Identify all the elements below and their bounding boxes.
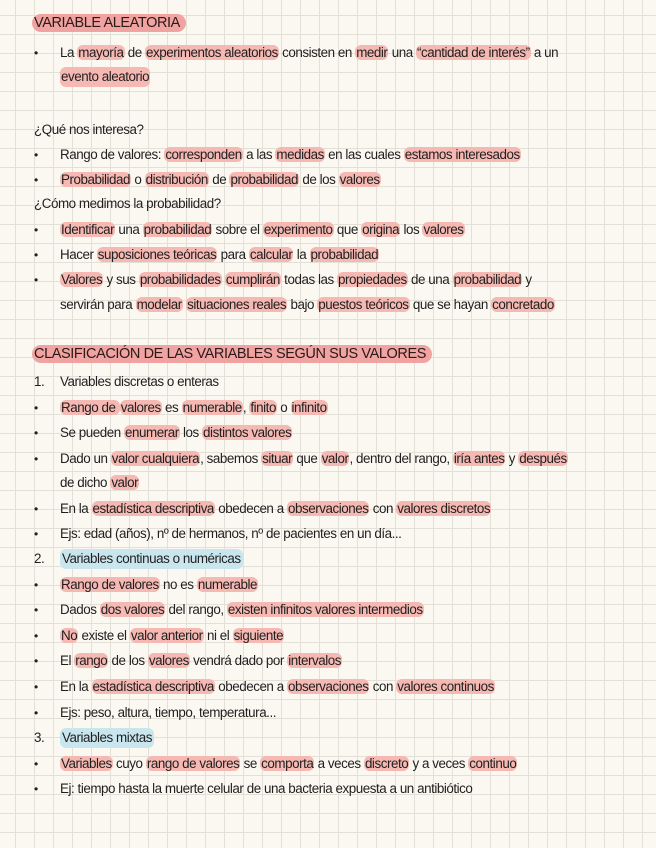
- list-item-text: [60, 703, 276, 723]
- highlighted-text: numerable: [182, 400, 242, 415]
- highlighted-text: iría antes: [453, 451, 505, 466]
- heading-number: 1.: [34, 374, 45, 389]
- bullet-dot: •: [34, 706, 38, 720]
- bullet-dot: •: [34, 603, 38, 617]
- text-segment: cuyo: [112, 756, 146, 771]
- heading-text: Variables continuas o numéricas: [60, 549, 243, 569]
- heading-number: 3.: [34, 730, 45, 745]
- list-item-text: [60, 449, 568, 469]
- highlighted-text: situaciones reales: [187, 297, 287, 312]
- highlighted-text: existen infinitos valores intermedios: [227, 602, 423, 617]
- highlighted-text: observaciones: [287, 501, 369, 516]
- highlighted-text: probabilidad: [230, 172, 299, 187]
- text-segment: Rango de valores:: [60, 147, 165, 162]
- highlighted-text: valores: [148, 653, 189, 668]
- text-segment: Dados: [60, 602, 100, 617]
- highlighted-text: situar: [262, 451, 293, 466]
- text-segment: ni el: [203, 628, 233, 643]
- text-segment: a un: [530, 45, 559, 60]
- text-segment: todas las: [280, 272, 337, 287]
- text-segment: a veces: [314, 756, 364, 771]
- highlighted-text: continuo: [469, 756, 517, 771]
- heading-number: 2.: [34, 551, 45, 566]
- highlighted-text: valores: [339, 172, 380, 187]
- text-segment: Ejs: edad (años), nº de hermanos, nº de pacientes en un día...: [60, 526, 402, 541]
- highlighted-text: experimentos aleatorios: [146, 45, 278, 60]
- list-item-text: [60, 270, 532, 290]
- bullet-dot: •: [34, 654, 38, 668]
- text-segment: y a veces: [409, 756, 469, 771]
- highlighted-text: probabilidades: [139, 272, 221, 287]
- text-segment: En la: [60, 501, 92, 516]
- text-segment: servirán para: [60, 297, 136, 312]
- text-segment: Dado un: [60, 451, 111, 466]
- highlighted-text: suposiciones teóricas: [97, 247, 217, 262]
- text-segment: bajo: [287, 297, 318, 312]
- bullet-dot: •: [34, 248, 38, 262]
- text-segment: El: [60, 653, 75, 668]
- highlighted-text: valor: [321, 451, 349, 466]
- highlighted-text: infinito: [291, 400, 327, 415]
- highlighted-text: rango: [75, 653, 108, 668]
- highlighted-text: valor anterior: [130, 628, 203, 643]
- text-segment: y: [505, 451, 519, 466]
- text-segment: de dicho: [60, 475, 111, 490]
- list-item-text: [60, 575, 258, 595]
- highlighted-text: cumplirán: [225, 272, 280, 287]
- question-how-measure: ¿Cómo medimos la probabilidad?: [34, 196, 221, 211]
- text-segment: en las cuales: [324, 147, 404, 162]
- bullet-dot: •: [34, 757, 38, 771]
- highlighted-text: Rango de valores: [61, 577, 159, 592]
- highlighted-text: distribución: [145, 172, 208, 187]
- text-segment: consisten en: [278, 45, 356, 60]
- text-segment: los: [400, 222, 423, 237]
- text-segment: con: [369, 679, 397, 694]
- highlighted-text: Rango de: [61, 400, 119, 415]
- text-segment: Se pueden: [60, 425, 125, 440]
- highlighted-text: rango de valores: [146, 756, 240, 771]
- list-item-text: [60, 499, 491, 519]
- list-item-text: [60, 779, 472, 799]
- list-item-text-cont: [60, 295, 555, 315]
- highlighted-text: probabilidad: [310, 247, 379, 262]
- text-segment: o: [131, 172, 145, 187]
- text-segment: los: [179, 425, 203, 440]
- question-what-interests: ¿Qué nos interesa?: [34, 122, 144, 137]
- text-segment: o: [276, 400, 291, 415]
- highlighted-text: intervalos: [288, 653, 342, 668]
- text-segment: con: [369, 501, 397, 516]
- text-segment: obedecen a: [214, 679, 287, 694]
- bullet-dot: •: [34, 527, 38, 541]
- highlighted-text: siguiente: [233, 628, 284, 643]
- highlighted-text: Valores: [61, 272, 103, 287]
- text-segment: de los: [108, 653, 148, 668]
- list-item-text: [60, 220, 465, 240]
- bullet-dot: •: [34, 680, 38, 694]
- highlighted-text: “cantidad de interés”: [416, 45, 530, 60]
- highlighted-text: probabilidad: [453, 272, 522, 287]
- bullet-dot: •: [34, 46, 38, 60]
- highlighted-text: después: [519, 451, 567, 466]
- bullet-dot: •: [34, 223, 38, 237]
- text-segment: una: [388, 45, 416, 60]
- text-segment: del rango,: [165, 602, 227, 617]
- text-segment: no es: [159, 577, 197, 592]
- section-title-variable-aleatoria: VARIABLE ALEATORIA: [32, 14, 186, 32]
- text-segment: que se hayan: [409, 297, 492, 312]
- list-item-text: [60, 423, 292, 443]
- highlighted-text: calcular: [249, 247, 293, 262]
- text-segment: que: [333, 222, 362, 237]
- list-item-text: [60, 524, 401, 544]
- bullet-dot: •: [34, 782, 38, 796]
- highlighted-text: valor: [111, 475, 139, 490]
- text-segment: ,: [242, 400, 250, 415]
- highlighted-text: discreto: [364, 756, 409, 771]
- bullet-dot: •: [34, 173, 38, 187]
- highlighted-text: valores: [120, 400, 161, 415]
- highlighted-text: corresponden: [165, 147, 242, 162]
- highlighted-text: mayoría: [78, 45, 124, 60]
- text-segment: obedecen a: [214, 501, 287, 516]
- highlighted-text: dos valores: [100, 602, 165, 617]
- highlighted-text: valor cualquiera: [111, 451, 200, 466]
- list-item-text: [60, 145, 521, 165]
- text-segment: es: [161, 400, 182, 415]
- highlighted-text: estamos interesados: [404, 147, 520, 162]
- intro-text: [60, 43, 558, 63]
- highlighted-text: finito: [250, 400, 276, 415]
- text-segment: de los: [299, 172, 339, 187]
- bullet-dot: •: [34, 578, 38, 592]
- highlighted-text: No: [61, 628, 78, 643]
- list-item-text: [60, 600, 424, 620]
- heading-text: Variables mixtas: [60, 728, 154, 748]
- highlighted-text: valores continuos: [397, 679, 494, 694]
- highlighted-text: Identificar: [61, 222, 115, 237]
- text-segment: Hacer: [60, 247, 97, 262]
- highlighted-text: valores: [423, 222, 464, 237]
- section-title-clasificacion: CLASIFICACIÓN DE LAS VARIABLES SEGÚN SUS VALORES: [32, 345, 432, 363]
- bullet-dot: •: [34, 426, 38, 440]
- highlighted-text: estadística descriptiva: [92, 679, 214, 694]
- text-segment: la: [293, 247, 310, 262]
- highlighted-text: medidas: [276, 147, 324, 162]
- text-segment: La: [60, 45, 78, 60]
- highlighted-text: valores discretos: [397, 501, 491, 516]
- highlighted-text: concretado: [492, 297, 554, 312]
- text-segment: de: [208, 172, 230, 187]
- text-segment: y: [522, 272, 532, 287]
- highlighted-text: comporta: [261, 756, 314, 771]
- text-segment: y sus: [103, 272, 139, 287]
- text-segment: Ejs: peso, altura, tiempo, temperatura...: [60, 705, 276, 720]
- list-item-text: [60, 677, 495, 697]
- highlighted-text: probabilidad: [143, 222, 212, 237]
- heading-text: Variables discretas o enteras: [60, 374, 219, 389]
- list-item-text: [60, 245, 379, 265]
- bullet-dot: •: [34, 629, 38, 643]
- list-item-text: [60, 754, 517, 774]
- text-segment: , sabemos: [200, 451, 262, 466]
- highlighted-text: distintos valores: [203, 425, 292, 440]
- text-segment: vendrá dado por: [189, 653, 288, 668]
- highlighted-text: observaciones: [287, 679, 369, 694]
- text-segment: Ej: tiempo hasta la muerte celular de una bacteria expuesta a un antibiótico: [60, 781, 473, 796]
- text-segment: para: [217, 247, 249, 262]
- text-segment: a las: [242, 147, 276, 162]
- text-segment: , dentro del rango,: [349, 451, 453, 466]
- bullet-dot: •: [34, 452, 38, 466]
- text-segment: En la: [60, 679, 92, 694]
- text-segment: se: [240, 756, 261, 771]
- intro-text-cont: evento aleatorio: [60, 67, 150, 87]
- list-item-text-cont: [60, 473, 139, 493]
- list-item-text: [60, 398, 328, 418]
- list-item-text: [60, 626, 284, 646]
- highlighted-text: origina: [362, 222, 400, 237]
- highlighted-text: estadística descriptiva: [92, 501, 214, 516]
- highlighted-text: puestos teóricos: [318, 297, 409, 312]
- bullet-dot: •: [34, 401, 38, 415]
- text-segment: sobre el: [212, 222, 263, 237]
- text-segment: existe el: [78, 628, 130, 643]
- list-item-text: [60, 170, 381, 190]
- highlighted-text: numerable: [197, 577, 258, 592]
- highlighted-text: medir: [356, 45, 388, 60]
- text-segment: que: [293, 451, 321, 466]
- text-segment: de una: [407, 272, 453, 287]
- text-segment: una: [115, 222, 143, 237]
- bullet-dot: •: [34, 502, 38, 516]
- highlighted-text: modelar: [136, 297, 182, 312]
- highlighted-text: propiedades: [338, 272, 407, 287]
- bullet-dot: •: [34, 273, 38, 287]
- highlighted-text: enumerar: [125, 425, 179, 440]
- highlighted-text: Probabilidad: [61, 172, 131, 187]
- list-item-text: [60, 651, 342, 671]
- highlighted-text: Variables: [61, 756, 112, 771]
- highlighted-text: experimento: [263, 222, 333, 237]
- bullet-dot: •: [34, 148, 38, 162]
- text-segment: de: [124, 45, 146, 60]
